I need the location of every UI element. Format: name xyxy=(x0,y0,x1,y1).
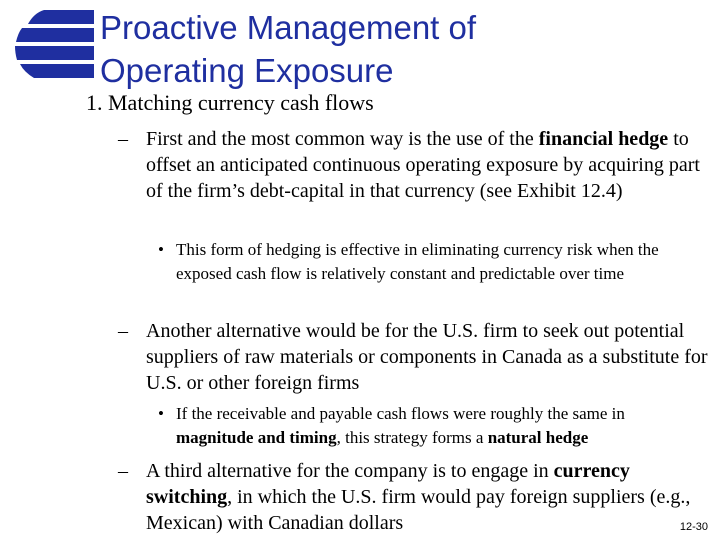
bullet-item-effectiveness xyxy=(158,238,698,286)
dash-item-text: Another alternative would be for the U.S. firm to seek out potential suppliers of raw materials or components in Canada as a substitute for U.S. or other foreign firms xyxy=(146,320,708,394)
emphasis-magnitude-timing: magnitude and timing xyxy=(176,428,337,447)
emphasis-natural-hedge: natural hedge xyxy=(487,428,589,447)
bullet-item-text: This form of hedging is effective in eliminating currency risk when the exposed cash flow is relatively constant and predictable over time xyxy=(176,240,659,283)
bullet-marker: • xyxy=(158,404,164,423)
stacked-bars-logo-icon xyxy=(14,10,94,82)
bullet-item-natural-hedge xyxy=(158,402,698,450)
dash-item-currency-switching xyxy=(118,458,708,536)
dash-item-suppliers xyxy=(118,318,708,396)
dash-item-financial-hedge xyxy=(118,126,708,204)
page-number: 12-30 xyxy=(679,521,708,533)
title-line-1: Proactive Management of xyxy=(100,9,477,46)
dash-marker: – xyxy=(118,320,128,342)
section-heading: 1. Matching currency cash flows xyxy=(86,90,374,115)
bullet-marker: • xyxy=(158,240,164,259)
dash-marker: – xyxy=(118,460,128,482)
bullet-item-text: If the receivable and payable cash flows were roughly the same in magnitude and timing, this strategy forms a natural hedge xyxy=(176,404,625,447)
page-title xyxy=(100,6,476,92)
emphasis-financial-hedge: financial hedge xyxy=(538,128,669,150)
dash-item-text: A third alternative for the company is to engage in currency switching, in which the U.S. firm would pay foreign suppliers (e.g., Mexican) with Canadian dollars xyxy=(146,460,691,534)
title-line-2: Operating Exposure xyxy=(100,52,394,89)
emphasis-currency-switching: currency switching xyxy=(146,460,630,508)
dash-item-text: First and the most common way is the use of the financial hedge to offset an anticipated continuous operating exposure by acquiring part of the firm’s debt-capital in that currency (see Exhibit 12.4) xyxy=(146,128,700,202)
dash-marker: – xyxy=(118,128,128,150)
